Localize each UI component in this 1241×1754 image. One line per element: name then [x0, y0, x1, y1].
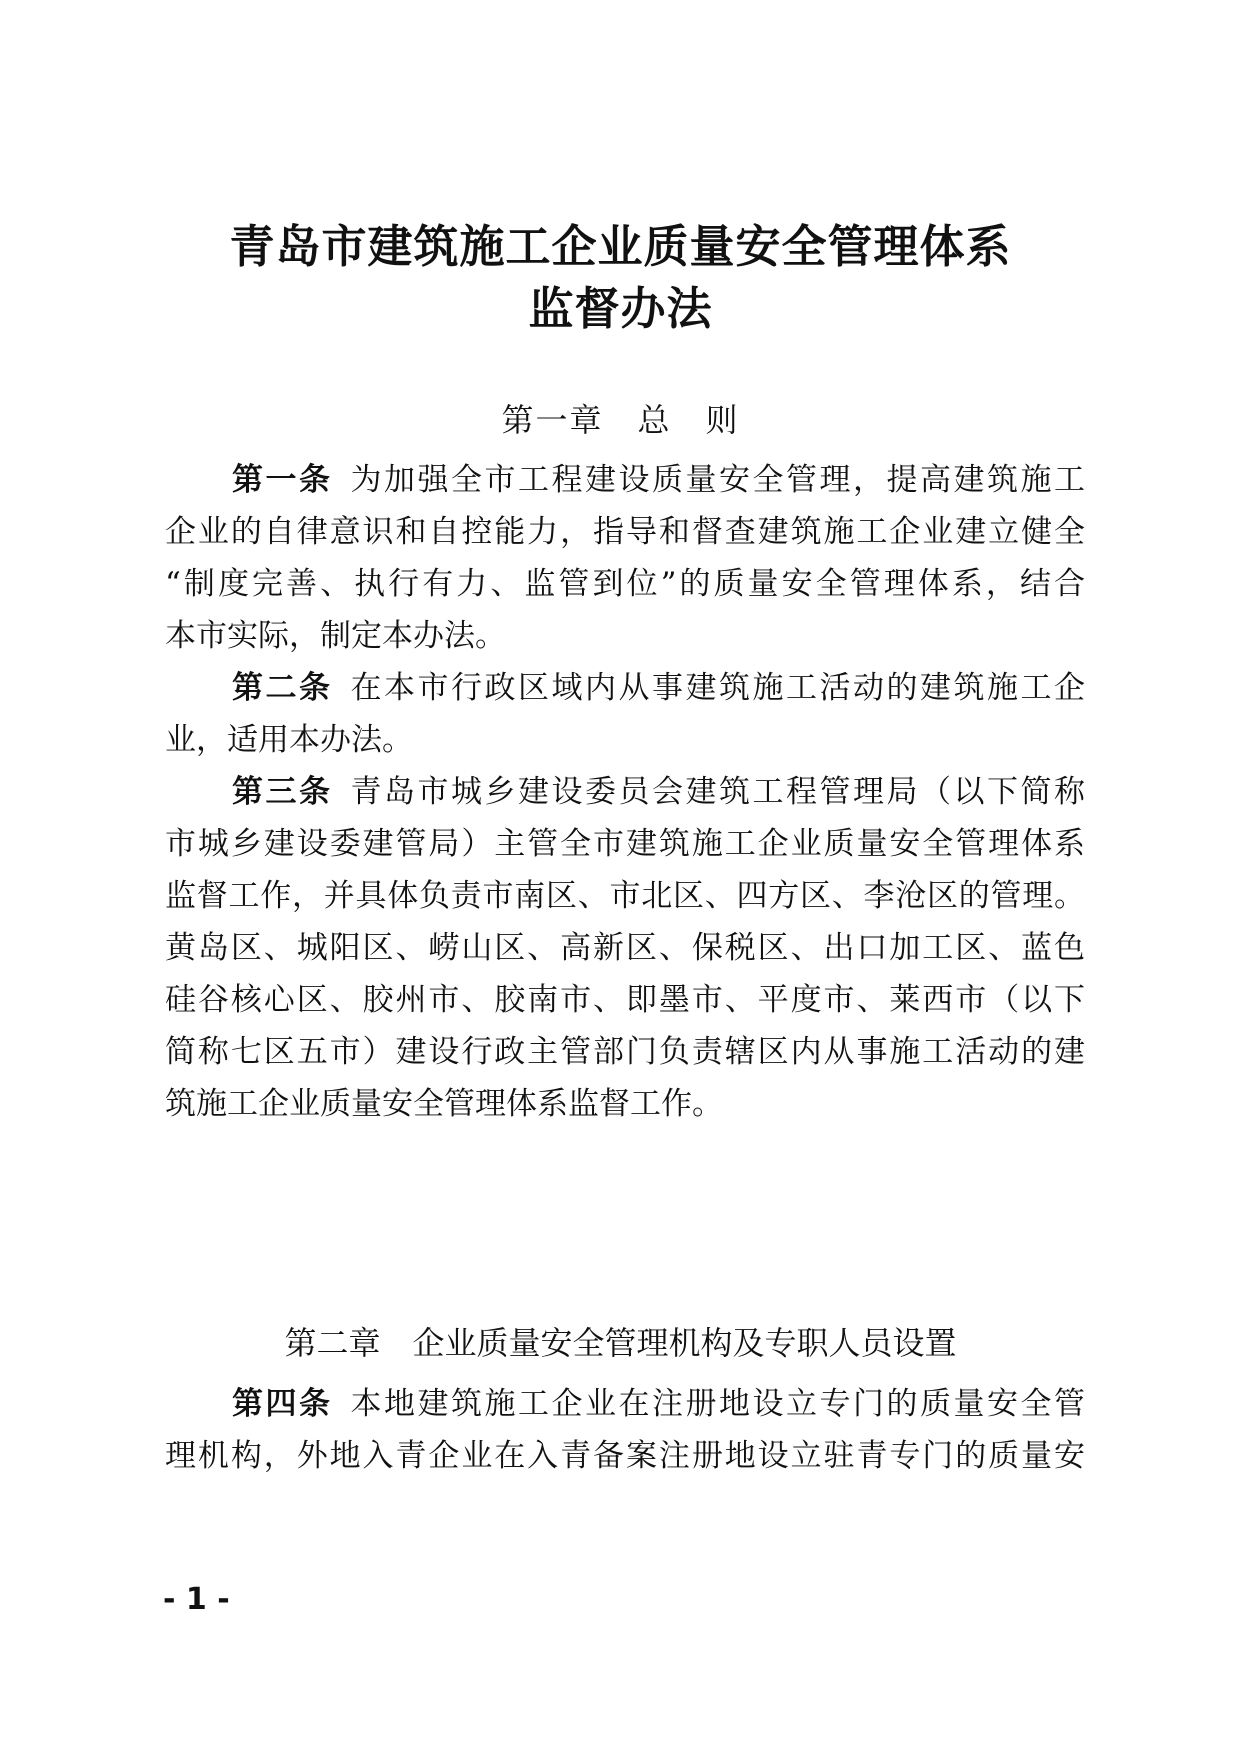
page-number: - 1 -	[163, 1582, 230, 1617]
article-1-head: 第一条	[232, 462, 333, 498]
article-3-line-3: 监督工作，并具体负责市南区、市北区、四方区、李沧区的管理。	[165, 878, 1085, 914]
article-2-text-1: 在本市行政区域内从事建筑施工活动的建筑施工企	[350, 670, 1085, 706]
article-2-head: 第二条	[232, 670, 333, 706]
article-3-line-5: 硅谷核心区、胶州市、胶南市、即墨市、平度市、莱西市（以下	[165, 982, 1085, 1018]
article-4-text-1: 本地建筑施工企业在注册地设立专门的质量安全管	[350, 1386, 1085, 1422]
article-4-head: 第四条	[232, 1386, 333, 1422]
document-title-line-2: 监督办法	[528, 282, 713, 335]
chapter-1-heading: 第一章 总 则	[501, 401, 740, 439]
article-1-line-4: 本市实际，制定本办法。	[165, 618, 506, 654]
article-3-line-2: 市城乡建设委建管局）主管全市建筑施工企业质量安全管理体系	[165, 826, 1085, 862]
article-3-text-1: 青岛市城乡建设委员会建筑工程管理局（以下简称	[350, 774, 1085, 810]
article-1-line-1	[232, 460, 1085, 500]
article-3-line-7: 筑施工企业质量安全管理体系监督工作。	[165, 1086, 723, 1122]
article-4-line-1	[232, 1384, 1085, 1424]
article-3-head: 第三条	[232, 774, 333, 810]
document-title-line-1: 青岛市建筑施工企业质量安全管理体系	[229, 220, 1012, 273]
article-1-line-3: “制度完善、执行有力、监管到位”的质量安全管理体系，结合	[165, 566, 1085, 602]
article-3-line-6: 简称七区五市）建设行政主管部门负责辖区内从事施工活动的建	[165, 1034, 1085, 1070]
article-3-line-1	[232, 772, 1085, 812]
article-3-line-4: 黄岛区、城阳区、崂山区、高新区、保税区、出口加工区、蓝色	[165, 930, 1085, 966]
chapter-2-heading: 第二章 企业质量安全管理机构及专职人员设置	[284, 1324, 957, 1362]
article-1-line-2: 企业的自律意识和自控能力，指导和督查建筑施工企业建立健全	[165, 514, 1085, 550]
article-2-line-1	[232, 668, 1085, 708]
article-1-text-1: 为加强全市工程建设质量安全管理，提高建筑施工	[350, 462, 1085, 498]
article-2-line-2: 业，适用本办法。	[165, 722, 413, 758]
article-4-line-2: 理机构，外地入青企业在入青备案注册地设立驻青专门的质量安	[165, 1438, 1085, 1474]
